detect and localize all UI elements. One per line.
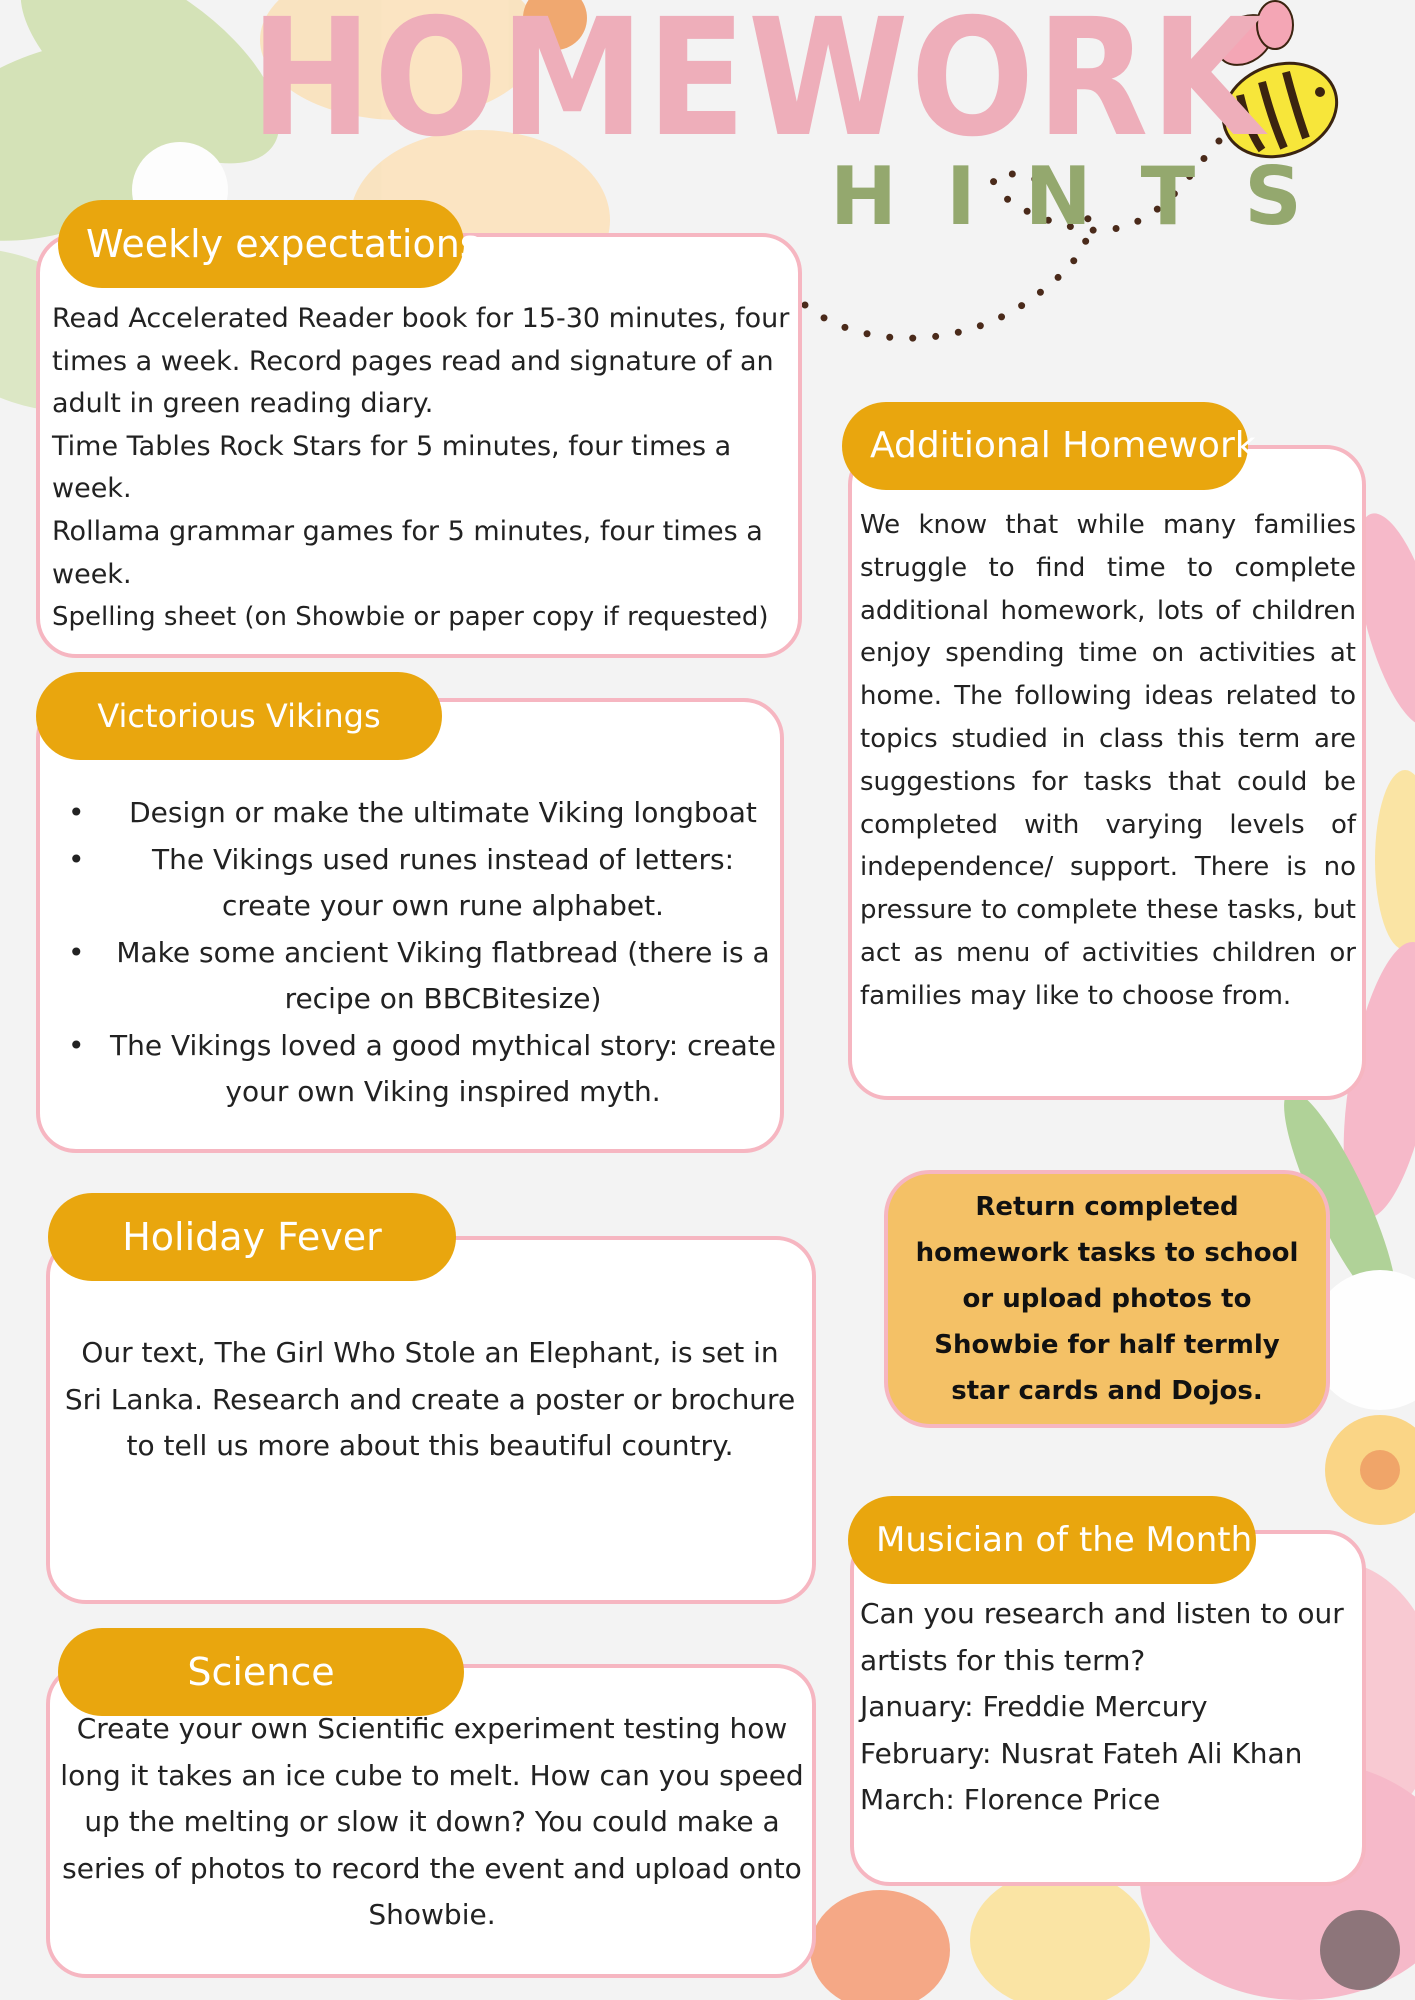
musician-heading: Musician of the Month [848, 1496, 1256, 1584]
return-homework-note: Return completed homework tasks to school or upload photos to Showbie for half termly star cards and Dojos. [884, 1170, 1330, 1428]
list-item: • The Vikings used runes instead of letters: create your own rune alphabet. [68, 842, 734, 922]
weekly-line: Time Tables Rock Stars for 5 minutes, four times a week. [52, 430, 732, 505]
science-heading: Science [58, 1628, 464, 1716]
musician-line: March: Florence Price [860, 1783, 1161, 1816]
list-item: • Make some ancient Viking flatbread (there is a recipe on BBCBitesize) [68, 935, 770, 1015]
weekly-expectations-heading: Weekly expectations [58, 200, 464, 288]
list-item: • Design or make the ultimate Viking longboat [68, 796, 757, 829]
vikings-list [48, 790, 776, 1116]
additional-homework-text: We know that while many families struggle to find time to complete additional homework, lots of children enjoy spending time on activities at home. The following ideas related to topics studied in class this term are suggestions for tasks that could be completed with varying levels of independence/ support. There is no pressure to complete these tasks, but act as menu of activities children or families may like to choose from. [860, 510, 1356, 1011]
list-item: • The Vikings loved a good mythical story: create your own Viking inspired myth. [68, 1028, 776, 1108]
holiday-fever-heading: Holiday Fever [48, 1193, 456, 1281]
weekly-line: Spelling sheet (on Showbie or paper copy if requested) [52, 602, 769, 633]
musician-line: January: Freddie Mercury [860, 1690, 1208, 1723]
additional-homework-heading: Additional Homework [842, 402, 1248, 490]
weekly-expectations-text [52, 298, 794, 639]
weekly-line: Rollama grammar games for 5 minutes, four times a week. [52, 515, 763, 590]
musician-text [860, 1591, 1360, 1824]
page-subtitle: HINTS [830, 150, 1351, 243]
holiday-fever-text: Our text, The Girl Who Stole an Elephant, is set in Sri Lanka. Research and create a poster or brochure to tell us more about this beautiful country. [64, 1336, 796, 1462]
science-text: Create your own Scientific experiment testing how long it takes an ice cube to melt. How can you speed up the melting or slow it down? You could make a series of photos to record the event and upload onto Showbie. [60, 1712, 804, 1931]
musician-line: Can you research and listen to our artists for this term? [860, 1597, 1344, 1677]
page-title: HOMEWORK [250, 0, 1266, 173]
vikings-heading: Victorious Vikings [36, 672, 442, 760]
weekly-line: Read Accelerated Reader book for 15-30 minutes, four times a week. Record pages read and signature of an adult in green reading diary. [52, 303, 790, 420]
musician-line: February: Nusrat Fateh Ali Khan [860, 1736, 1303, 1770]
